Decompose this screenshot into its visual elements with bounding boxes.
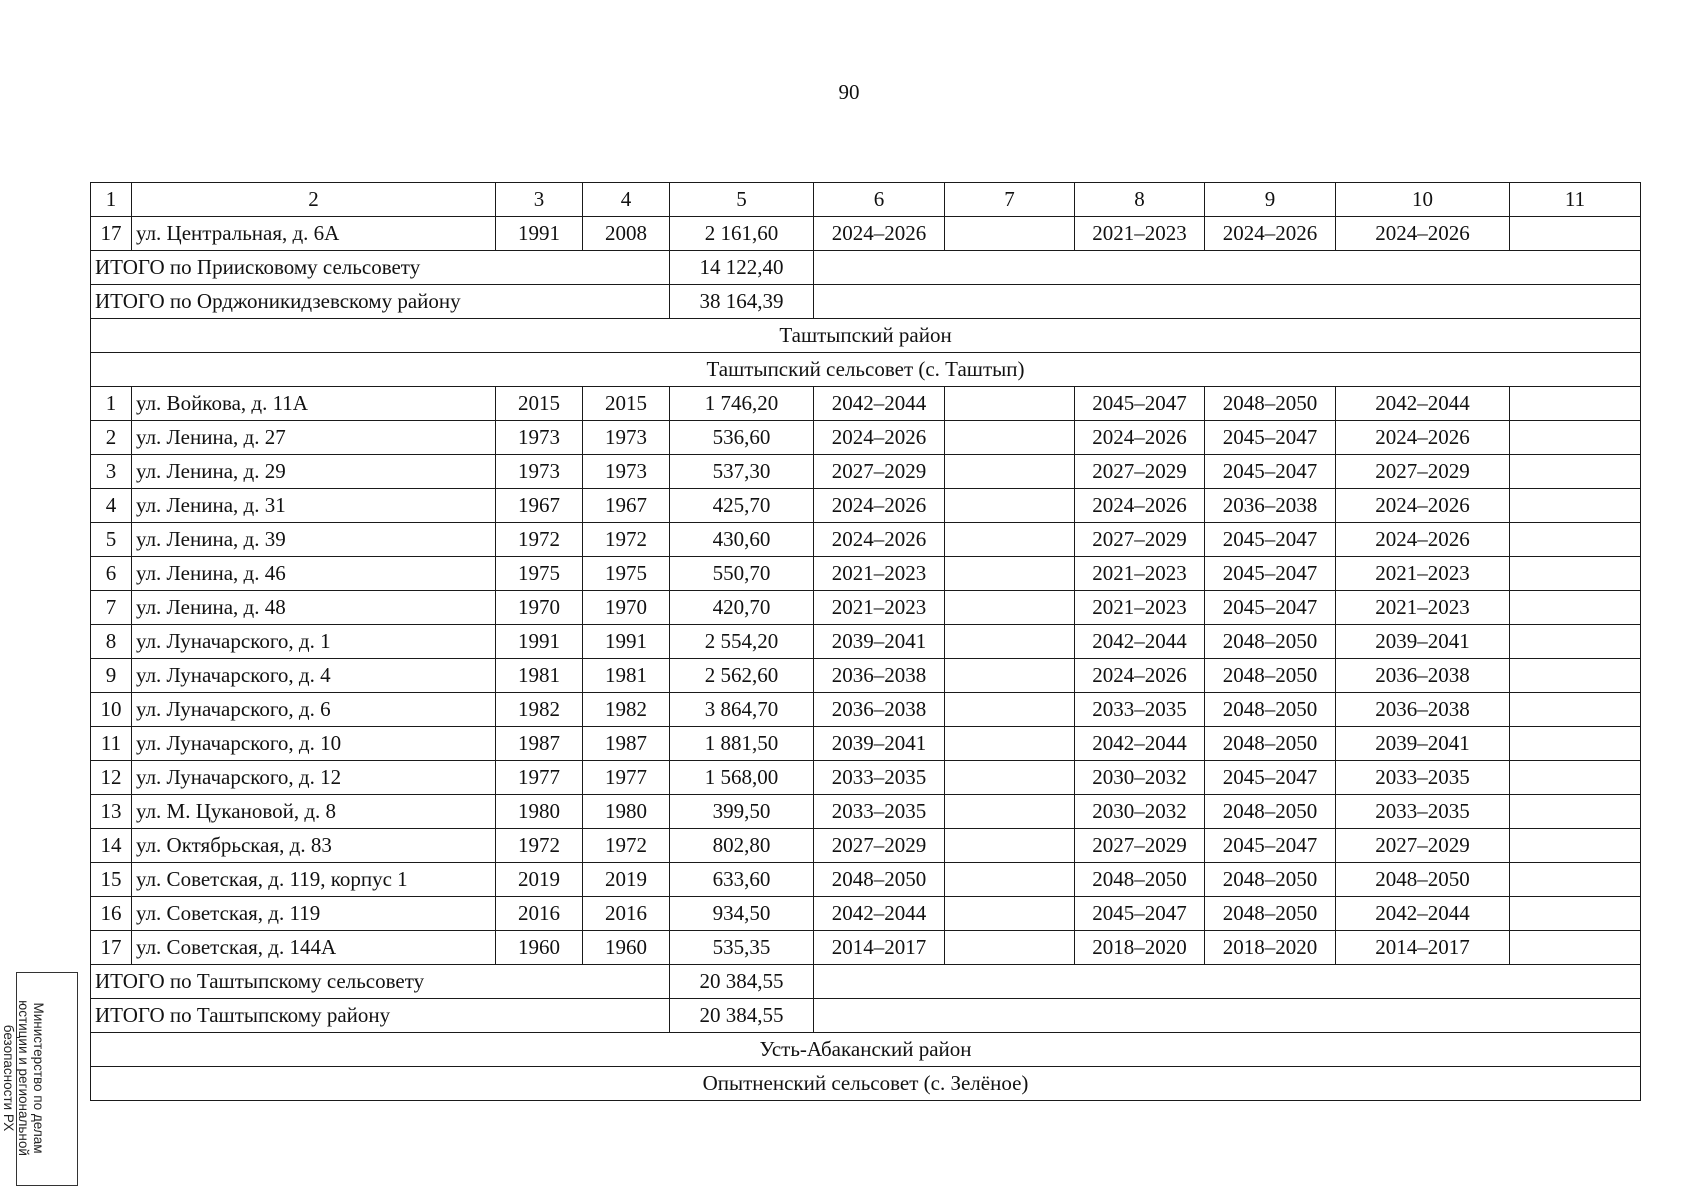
stamp-line: юстиции и региональной	[16, 1000, 31, 1156]
year-built-cell: 2015	[496, 387, 583, 421]
year-renovated-cell: 2015	[583, 387, 670, 421]
period-col10-cell: 2024–2026	[1336, 523, 1510, 557]
col7-cell	[945, 557, 1075, 591]
table-row	[91, 421, 1641, 455]
period-col10-cell: 2027–2029	[1336, 829, 1510, 863]
stamp-line: Министерство по делам	[31, 1002, 46, 1154]
period-col6-cell: 2027–2029	[814, 455, 945, 489]
year-built-cell: 2019	[496, 863, 583, 897]
area-cell: 420,70	[670, 591, 814, 625]
period-col9-cell: 2048–2050	[1205, 727, 1336, 761]
address-cell: ул. Ленина, д. 39	[132, 523, 496, 557]
period-col8-cell: 2021–2023	[1075, 557, 1205, 591]
area-cell: 1 568,00	[670, 761, 814, 795]
col11-cell	[1510, 761, 1641, 795]
table-row	[91, 217, 1641, 251]
period-col9-cell: 2048–2050	[1205, 625, 1336, 659]
year-renovated-cell: 1975	[583, 557, 670, 591]
total-label: ИТОГО по Орджоникидзевскому району	[91, 285, 670, 319]
period-col10-cell: 2042–2044	[1336, 387, 1510, 421]
table-row	[91, 489, 1641, 523]
district-heading: Усть-Абаканский район	[91, 1033, 1641, 1067]
period-col6-cell: 2033–2035	[814, 761, 945, 795]
period-col9-cell: 2045–2047	[1205, 829, 1336, 863]
period-col10-cell: 2036–2038	[1336, 659, 1510, 693]
council-heading: Опытненский сельсовет (с. Зелёное)	[91, 1067, 1641, 1101]
year-renovated-cell: 1977	[583, 761, 670, 795]
period-col9-cell: 2048–2050	[1205, 795, 1336, 829]
year-built-cell: 1960	[496, 931, 583, 965]
period-col10-cell: 2024–2026	[1336, 489, 1510, 523]
address-cell: ул. Луначарского, д. 1	[132, 625, 496, 659]
col11-cell	[1510, 523, 1641, 557]
year-built-cell: 1977	[496, 761, 583, 795]
period-col9-cell: 2045–2047	[1205, 557, 1336, 591]
council-heading-row	[91, 353, 1641, 387]
period-col8-cell: 2021–2023	[1075, 217, 1205, 251]
period-col9-cell: 2045–2047	[1205, 591, 1336, 625]
address-cell: ул. Советская, д. 144А	[132, 931, 496, 965]
total-value: 14 122,40	[670, 251, 814, 285]
col7-cell	[945, 421, 1075, 455]
column-number-header: 4	[583, 183, 670, 217]
period-col6-cell: 2036–2038	[814, 659, 945, 693]
housing-register-table	[90, 182, 1641, 1101]
period-col10-cell: 2036–2038	[1336, 693, 1510, 727]
period-col10-cell: 2039–2041	[1336, 625, 1510, 659]
year-built-cell: 1972	[496, 523, 583, 557]
year-renovated-cell: 1973	[583, 421, 670, 455]
row-number-cell: 4	[91, 489, 132, 523]
period-col8-cell: 2048–2050	[1075, 863, 1205, 897]
area-cell: 802,80	[670, 829, 814, 863]
table-row	[91, 455, 1641, 489]
row-number-cell: 3	[91, 455, 132, 489]
col7-cell	[945, 659, 1075, 693]
address-cell: ул. Центральная, д. 6А	[132, 217, 496, 251]
year-built-cell: 1970	[496, 591, 583, 625]
area-cell: 536,60	[670, 421, 814, 455]
col11-cell	[1510, 591, 1641, 625]
col11-cell	[1510, 863, 1641, 897]
col11-cell	[1510, 387, 1641, 421]
period-col10-cell: 2042–2044	[1336, 897, 1510, 931]
period-col6-cell: 2021–2023	[814, 591, 945, 625]
column-number-header: 6	[814, 183, 945, 217]
area-cell: 934,50	[670, 897, 814, 931]
council-heading-row	[91, 1067, 1641, 1101]
year-built-cell: 1975	[496, 557, 583, 591]
year-built-cell: 1973	[496, 455, 583, 489]
period-col6-cell: 2027–2029	[814, 829, 945, 863]
col11-cell	[1510, 931, 1641, 965]
table-row	[91, 761, 1641, 795]
year-renovated-cell: 1981	[583, 659, 670, 693]
table-row	[91, 625, 1641, 659]
year-built-cell: 1972	[496, 829, 583, 863]
total-row	[91, 251, 1641, 285]
table-row	[91, 727, 1641, 761]
column-number-header-row	[91, 183, 1641, 217]
table-row	[91, 693, 1641, 727]
council-heading: Таштыпский сельсовет (с. Таштып)	[91, 353, 1641, 387]
row-number-cell: 11	[91, 727, 132, 761]
period-col6-cell: 2042–2044	[814, 897, 945, 931]
column-number-header: 1	[91, 183, 132, 217]
column-number-header: 5	[670, 183, 814, 217]
period-col9-cell: 2048–2050	[1205, 897, 1336, 931]
registration-stamp-text	[1, 978, 46, 1178]
table-row	[91, 387, 1641, 421]
area-cell: 2 554,20	[670, 625, 814, 659]
period-col9-cell: 2048–2050	[1205, 693, 1336, 727]
total-row	[91, 999, 1641, 1033]
total-row	[91, 285, 1641, 319]
period-col8-cell: 2027–2029	[1075, 523, 1205, 557]
period-col6-cell: 2036–2038	[814, 693, 945, 727]
year-built-cell: 2016	[496, 897, 583, 931]
period-col10-cell: 2033–2035	[1336, 761, 1510, 795]
period-col6-cell: 2048–2050	[814, 863, 945, 897]
col7-cell	[945, 523, 1075, 557]
year-built-cell: 1981	[496, 659, 583, 693]
period-col6-cell: 2024–2026	[814, 523, 945, 557]
page-number: 90	[838, 80, 860, 104]
period-col10-cell: 2048–2050	[1336, 863, 1510, 897]
period-col8-cell: 2042–2044	[1075, 727, 1205, 761]
year-renovated-cell: 1980	[583, 795, 670, 829]
column-number-header: 10	[1336, 183, 1510, 217]
year-renovated-cell: 1970	[583, 591, 670, 625]
column-number-header: 9	[1205, 183, 1336, 217]
period-col8-cell: 2024–2026	[1075, 421, 1205, 455]
area-cell: 537,30	[670, 455, 814, 489]
col7-cell	[945, 761, 1075, 795]
address-cell: ул. Луначарского, д. 6	[132, 693, 496, 727]
row-number-cell: 15	[91, 863, 132, 897]
year-renovated-cell: 1960	[583, 931, 670, 965]
area-cell: 430,60	[670, 523, 814, 557]
period-col8-cell: 2033–2035	[1075, 693, 1205, 727]
period-col9-cell: 2045–2047	[1205, 455, 1336, 489]
period-col8-cell: 2045–2047	[1075, 897, 1205, 931]
total-empty-cell	[814, 251, 1641, 285]
col7-cell	[945, 455, 1075, 489]
period-col6-cell: 2033–2035	[814, 795, 945, 829]
total-value: 38 164,39	[670, 285, 814, 319]
period-col6-cell: 2042–2044	[814, 387, 945, 421]
row-number-cell: 5	[91, 523, 132, 557]
period-col10-cell: 2021–2023	[1336, 557, 1510, 591]
column-number-header: 8	[1075, 183, 1205, 217]
col7-cell	[945, 897, 1075, 931]
year-built-cell: 1967	[496, 489, 583, 523]
address-cell: ул. Ленина, д. 46	[132, 557, 496, 591]
column-number-header: 7	[945, 183, 1075, 217]
year-renovated-cell: 1972	[583, 523, 670, 557]
col7-cell	[945, 829, 1075, 863]
row-number-cell: 10	[91, 693, 132, 727]
period-col8-cell: 2042–2044	[1075, 625, 1205, 659]
address-cell: ул. Войкова, д. 11А	[132, 387, 496, 421]
address-cell: ул. Ленина, д. 27	[132, 421, 496, 455]
area-cell: 425,70	[670, 489, 814, 523]
column-number-header: 2	[132, 183, 496, 217]
row-number-cell: 8	[91, 625, 132, 659]
table-row	[91, 795, 1641, 829]
total-value: 20 384,55	[670, 999, 814, 1033]
col11-cell	[1510, 217, 1641, 251]
area-cell: 1 746,20	[670, 387, 814, 421]
total-label: ИТОГО по Таштыпскому сельсовету	[91, 965, 670, 999]
row-number-cell: 1	[91, 387, 132, 421]
period-col10-cell: 2039–2041	[1336, 727, 1510, 761]
col7-cell	[945, 489, 1075, 523]
row-number-cell: 12	[91, 761, 132, 795]
address-cell: ул. Луначарского, д. 10	[132, 727, 496, 761]
year-renovated-cell: 2019	[583, 863, 670, 897]
row-number-cell: 17	[91, 931, 132, 965]
area-cell: 2 161,60	[670, 217, 814, 251]
period-col10-cell: 2024–2026	[1336, 421, 1510, 455]
total-empty-cell	[814, 285, 1641, 319]
table-row	[91, 523, 1641, 557]
row-number-cell: 7	[91, 591, 132, 625]
table-row	[91, 659, 1641, 693]
table-row	[91, 591, 1641, 625]
year-built-cell: 1987	[496, 727, 583, 761]
year-renovated-cell: 1987	[583, 727, 670, 761]
period-col6-cell: 2039–2041	[814, 727, 945, 761]
area-cell: 550,70	[670, 557, 814, 591]
stamp-line: безопасности РХ	[1, 1024, 16, 1132]
address-cell: ул. М. Цукановой, д. 8	[132, 795, 496, 829]
col11-cell	[1510, 795, 1641, 829]
period-col8-cell: 2024–2026	[1075, 659, 1205, 693]
district-heading-row	[91, 1033, 1641, 1067]
col11-cell	[1510, 421, 1641, 455]
period-col8-cell: 2030–2032	[1075, 761, 1205, 795]
address-cell: ул. Ленина, д. 31	[132, 489, 496, 523]
total-empty-cell	[814, 999, 1641, 1033]
period-col10-cell: 2033–2035	[1336, 795, 1510, 829]
district-heading: Таштыпский район	[91, 319, 1641, 353]
table-row	[91, 931, 1641, 965]
table-row	[91, 557, 1641, 591]
address-cell: ул. Ленина, д. 48	[132, 591, 496, 625]
col7-cell	[945, 863, 1075, 897]
area-cell: 399,50	[670, 795, 814, 829]
row-number-cell: 14	[91, 829, 132, 863]
col7-cell	[945, 693, 1075, 727]
row-number-cell: 6	[91, 557, 132, 591]
period-col6-cell: 2024–2026	[814, 421, 945, 455]
row-number-cell: 9	[91, 659, 132, 693]
period-col6-cell: 2039–2041	[814, 625, 945, 659]
year-renovated-cell: 1982	[583, 693, 670, 727]
year-renovated-cell: 1972	[583, 829, 670, 863]
row-number-cell: 13	[91, 795, 132, 829]
period-col8-cell: 2021–2023	[1075, 591, 1205, 625]
row-number-cell: 16	[91, 897, 132, 931]
area-cell: 535,35	[670, 931, 814, 965]
col11-cell	[1510, 829, 1641, 863]
period-col9-cell: 2048–2050	[1205, 863, 1336, 897]
area-cell: 3 864,70	[670, 693, 814, 727]
period-col9-cell: 2048–2050	[1205, 387, 1336, 421]
total-value: 20 384,55	[670, 965, 814, 999]
year-built-cell: 1991	[496, 625, 583, 659]
table-row	[91, 897, 1641, 931]
address-cell: ул. Октябрьская, д. 83	[132, 829, 496, 863]
year-renovated-cell: 1991	[583, 625, 670, 659]
period-col8-cell: 2027–2029	[1075, 455, 1205, 489]
column-number-header: 3	[496, 183, 583, 217]
table-row	[91, 863, 1641, 897]
period-col10-cell: 2024–2026	[1336, 217, 1510, 251]
period-col10-cell: 2027–2029	[1336, 455, 1510, 489]
row-number-cell: 17	[91, 217, 132, 251]
year-renovated-cell: 2008	[583, 217, 670, 251]
district-heading-row	[91, 319, 1641, 353]
table-row	[91, 829, 1641, 863]
col11-cell	[1510, 659, 1641, 693]
col7-cell	[945, 931, 1075, 965]
year-renovated-cell: 2016	[583, 897, 670, 931]
period-col8-cell: 2027–2029	[1075, 829, 1205, 863]
area-cell: 633,60	[670, 863, 814, 897]
period-col9-cell: 2018–2020	[1205, 931, 1336, 965]
period-col9-cell: 2045–2047	[1205, 523, 1336, 557]
address-cell: ул. Ленина, д. 29	[132, 455, 496, 489]
address-cell: ул. Луначарского, д. 4	[132, 659, 496, 693]
col11-cell	[1510, 455, 1641, 489]
address-cell: ул. Луначарского, д. 12	[132, 761, 496, 795]
col7-cell	[945, 591, 1075, 625]
total-label: ИТОГО по Таштыпскому району	[91, 999, 670, 1033]
year-built-cell: 1982	[496, 693, 583, 727]
period-col10-cell: 2014–2017	[1336, 931, 1510, 965]
col11-cell	[1510, 693, 1641, 727]
total-label: ИТОГО по Приисковому сельсовету	[91, 251, 670, 285]
col7-cell	[945, 387, 1075, 421]
period-col9-cell: 2045–2047	[1205, 761, 1336, 795]
col11-cell	[1510, 489, 1641, 523]
col7-cell	[945, 727, 1075, 761]
column-number-header: 11	[1510, 183, 1641, 217]
col11-cell	[1510, 625, 1641, 659]
year-renovated-cell: 1973	[583, 455, 670, 489]
period-col8-cell: 2030–2032	[1075, 795, 1205, 829]
period-col10-cell: 2021–2023	[1336, 591, 1510, 625]
year-renovated-cell: 1967	[583, 489, 670, 523]
row-number-cell: 2	[91, 421, 132, 455]
period-col6-cell: 2024–2026	[814, 489, 945, 523]
address-cell: ул. Советская, д. 119, корпус 1	[132, 863, 496, 897]
period-col6-cell: 2024–2026	[814, 217, 945, 251]
year-built-cell: 1980	[496, 795, 583, 829]
col11-cell	[1510, 557, 1641, 591]
col11-cell	[1510, 727, 1641, 761]
year-built-cell: 1973	[496, 421, 583, 455]
total-row	[91, 965, 1641, 999]
period-col6-cell: 2014–2017	[814, 931, 945, 965]
period-col6-cell: 2021–2023	[814, 557, 945, 591]
col11-cell	[1510, 897, 1641, 931]
period-col9-cell: 2036–2038	[1205, 489, 1336, 523]
address-cell: ул. Советская, д. 119	[132, 897, 496, 931]
area-cell: 1 881,50	[670, 727, 814, 761]
period-col9-cell: 2024–2026	[1205, 217, 1336, 251]
period-col9-cell: 2048–2050	[1205, 659, 1336, 693]
period-col8-cell: 2045–2047	[1075, 387, 1205, 421]
area-cell: 2 562,60	[670, 659, 814, 693]
period-col8-cell: 2018–2020	[1075, 931, 1205, 965]
year-built-cell: 1991	[496, 217, 583, 251]
period-col9-cell: 2045–2047	[1205, 421, 1336, 455]
period-col8-cell: 2024–2026	[1075, 489, 1205, 523]
total-empty-cell	[814, 965, 1641, 999]
col7-cell	[945, 795, 1075, 829]
col7-cell	[945, 217, 1075, 251]
col7-cell	[945, 625, 1075, 659]
